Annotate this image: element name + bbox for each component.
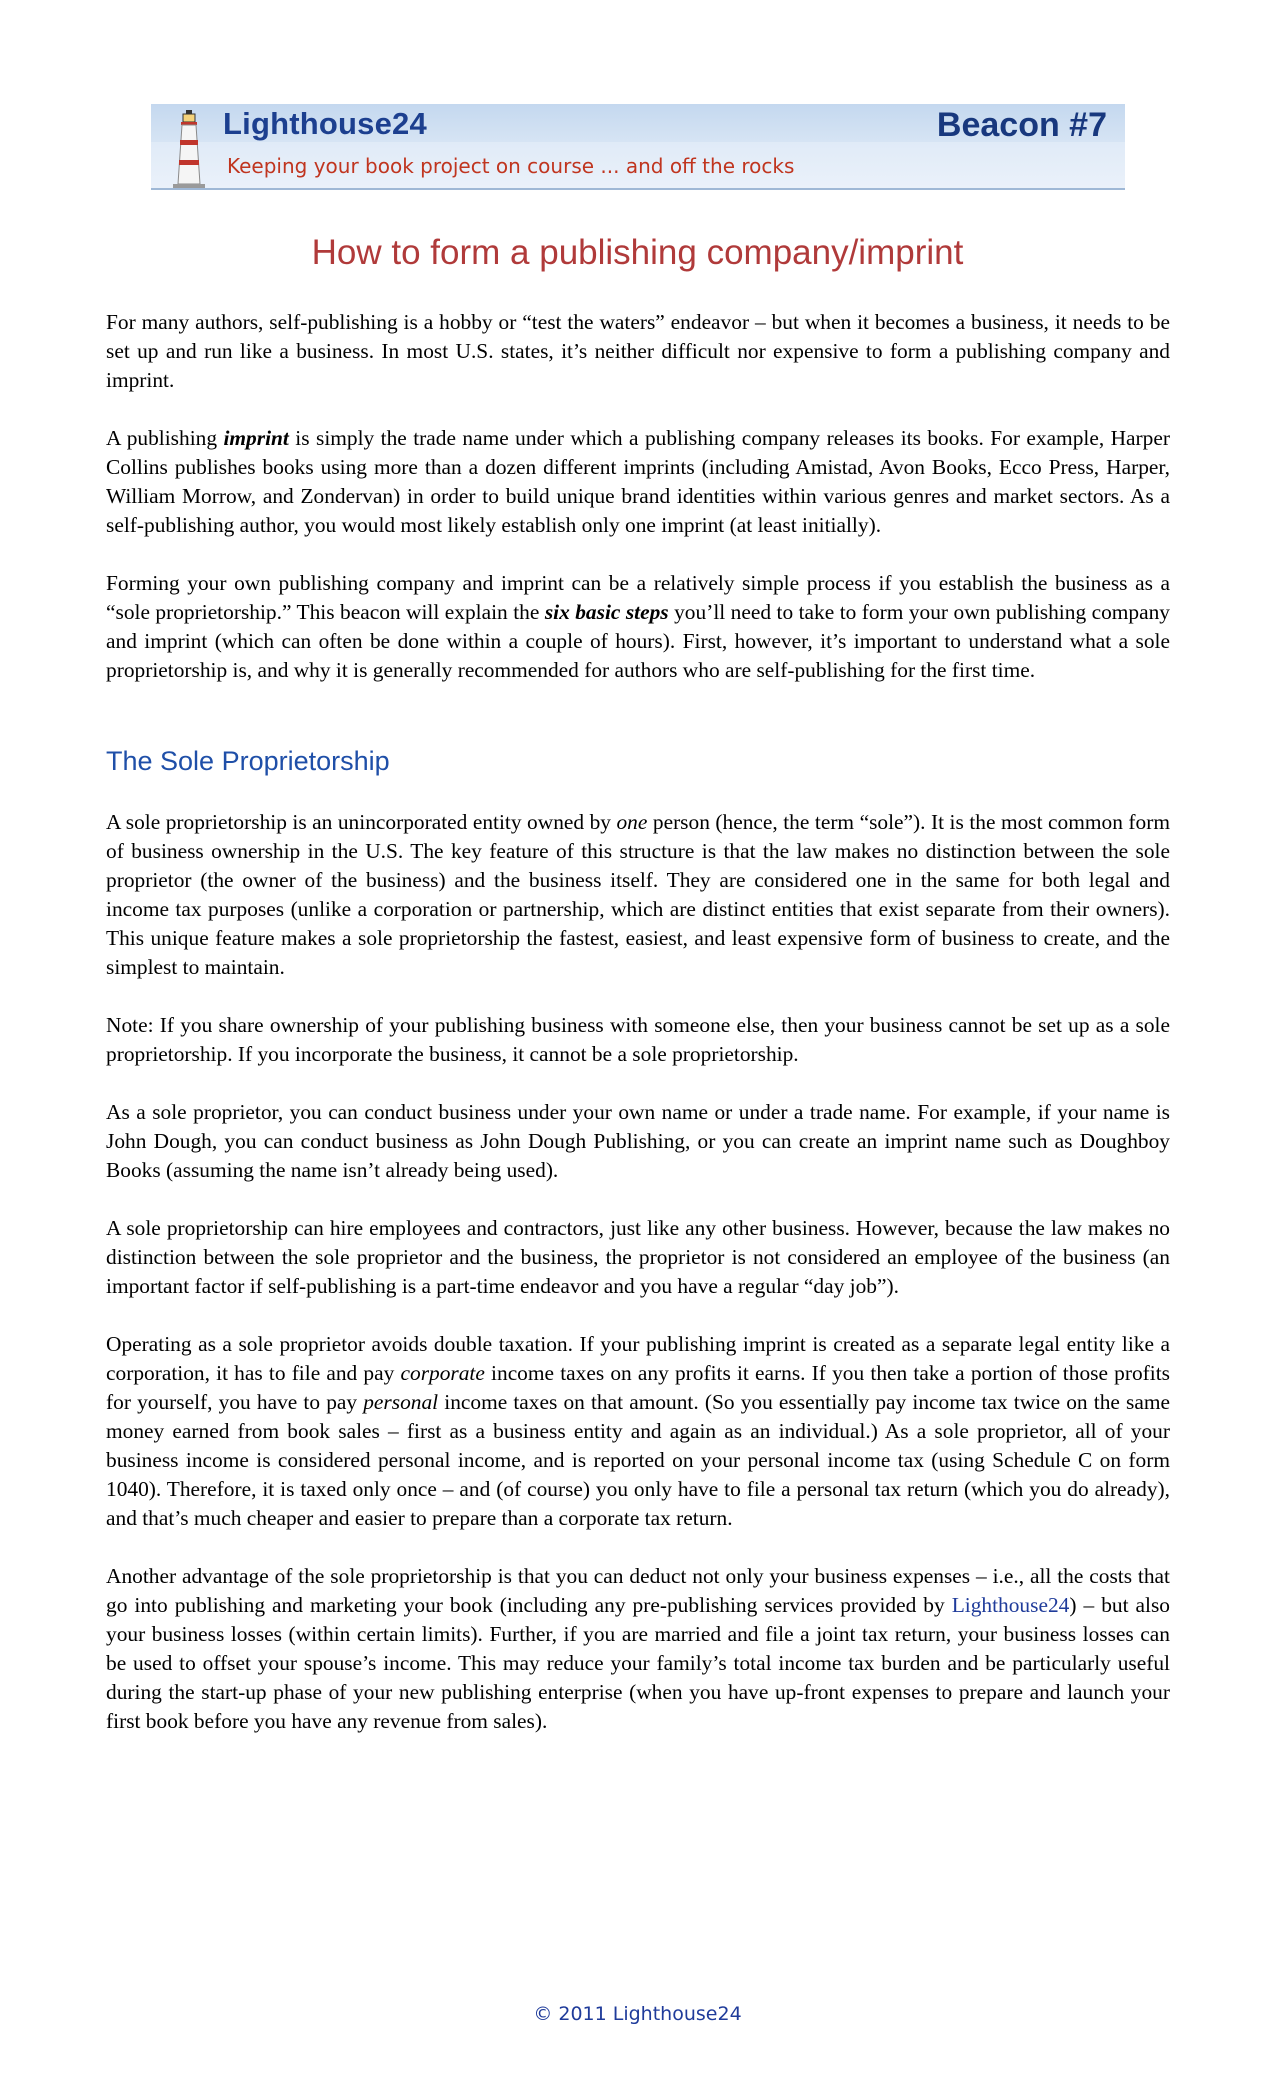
emphasis-one: one [616,810,648,834]
text-run: income taxes on that amount. (So you essentially pay income tax twice on the same money earned from book sales – first as a business entity and again as an individual.) As a sole proprietor, all of your business income is considered personal income, and is reported on your personal income tax (using Schedule C on form 1040). Therefore, it is taxed only once – and (of course) you only have to file a personal tax return (which you do already), and that’s much cheaper and easier to prepare than a corporate tax return. [106,1390,1170,1530]
emphasis-six-basic-steps: six basic steps [544,600,669,624]
sole-prop-paragraph-4: A sole proprietorship can hire employees and contractors, just like any other business. However, because the law makes no distinction between the sole proprietor and the business, the proprietor is not considered an employee of the business (an important factor if self-publishing is a part-time endeavor and you have a regular “day job”). [106,1216,1170,1298]
text-run: Another advantage of the sole proprietorship is that you can deduct not only your business expenses – i.e., all the costs that go into publishing and marketing your book (including any pre-publishing services provided by [106,1564,1170,1617]
intro-paragraph-2 [106,424,1170,540]
sole-prop-paragraph-3: As a sole proprietor, you can conduct business under your own name or under a trade name. For example, if your name is John Dough, you can conduct business as John Dough Publishing, or you can create an imprint name such as Doughboy Books (assuming the name isn’t already being used). [106,1100,1170,1182]
text-run: A publishing [106,426,224,450]
section-heading-sole-proprietorship: The Sole Proprietorship [106,746,390,776]
page-title: How to form a publishing company/imprint [311,233,964,272]
intro-paragraph-1: For many authors, self-publishing is a hobby or “test the waters” endeavor – but when it becomes a business, it needs to be set up and run like a business. In most U.S. states, it’s neither difficult nor expensive to form a publishing company and imprint. [106,310,1170,392]
banner-tagline: Keeping your book project on course ... and off the rocks [227,154,795,178]
sole-prop-note: Note: If you share ownership of your publishing business with someone else, then your business cannot be set up as a sole proprietorship. If you incorporate the business, it cannot be a sole proprietorship. [106,1013,1170,1066]
intro-paragraph-3 [106,569,1170,685]
document-body [106,308,1170,1765]
text-run: income taxes on any profits it earns. If you then take a portion of those profits for yourself, you have to pay [106,1361,1170,1414]
text-run: you’ll need to take to form your own publishing company and imprint (which can often be done within a couple of hours). First, however, it’s important to understand what a sole proprietorship is, and why it is generally recommended for authors who are self-publishing for the first time. [106,600,1171,682]
brand-name: Lighthouse24 [223,106,427,141]
sole-prop-paragraph-5 [106,1330,1170,1533]
emphasis-personal: personal [363,1390,439,1414]
header-banner [151,104,1125,190]
lighthouse-icon [169,108,209,190]
text-run: Operating as a sole proprietor avoids double taxation. If your publishing imprint is created as a separate legal entity like a corporation, it has to file and pay [106,1332,1170,1385]
text-run: Forming your own publishing company and imprint can be a relatively simple process if you establish the business as a “sole proprietorship.” This beacon will explain the [106,571,1170,624]
emphasis-corporate: corporate [400,1361,485,1385]
sole-prop-paragraph-6 [106,1562,1170,1736]
copyright-footer: © 2011 Lighthouse24 [533,2003,742,2025]
text-run: person (hence, the term “sole”). It is the most common form of business ownership in the U.S. The key feature of this structure is that the law makes no distinction between the sole proprietor (the owner of the business) and the business itself. They are considered one in the same for both legal and income tax purposes (unlike a corporation or partnership, which are distinct entities that exist separate from their owners). This unique feature makes a sole proprietorship the fastest, easiest, and least expensive form of business to create, and the simplest to maintain. [106,810,1170,979]
lighthouse24-link[interactable]: Lighthouse24 [951,1593,1070,1617]
text-run: ) – but also your business losses (within certain limits). Further, if you are married and file a joint tax return, your business losses can be used to offset your spouse’s income. This may reduce your family’s total income tax burden and be particularly useful during the start-up phase of your new publishing enterprise (when you have up-front expenses to prepare and launch your first book before you have any revenue from sales). [106,1593,1171,1733]
beacon-number: Beacon #7 [936,106,1107,144]
text-run: A sole proprietorship is an unincorporated entity owned by [106,810,617,834]
sole-prop-paragraph-1 [106,808,1170,982]
emphasis-imprint: imprint [223,426,289,450]
text-run: is simply the trade name under which a publishing company releases its books. For example, Harper Collins publishes books using more than a dozen different imprints (including Amistad, Avon Books, Ecco Press, Harper, William Morrow, and Zondervan) in order to build unique brand identities within various genres and market sectors. As a self-publishing author, you would most likely establish only one imprint (at least initially). [106,426,1170,537]
